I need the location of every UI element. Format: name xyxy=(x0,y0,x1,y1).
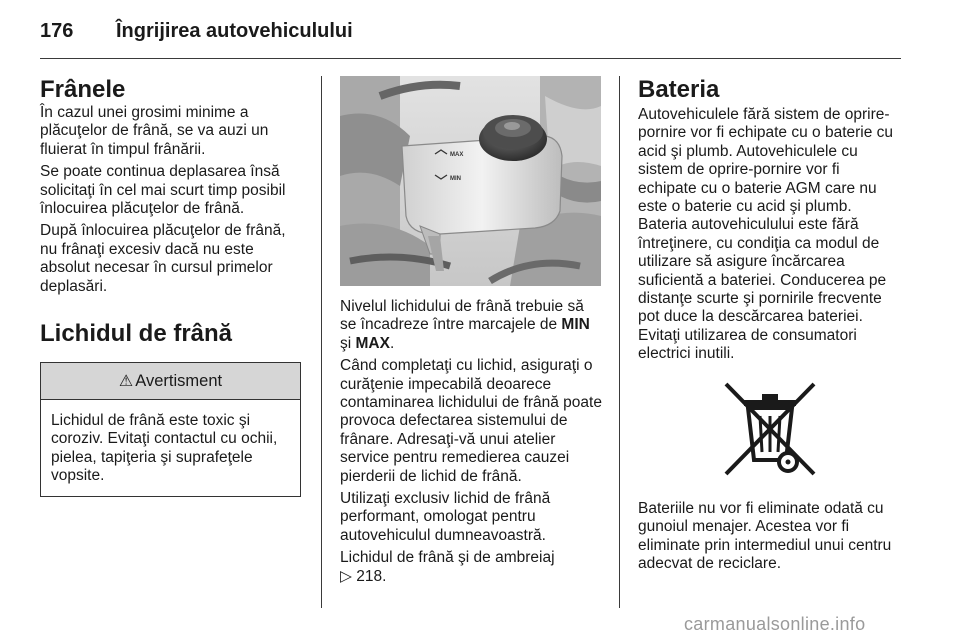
warning-body xyxy=(41,400,300,496)
fluid-spec-paragraph: Utilizaţi exclusiv lichid de frână performant, omologat pentru autovehiculul dumneavoastră. xyxy=(340,490,551,544)
fluid-level-text: Nivelul lichidului de frână trebuie să se încadreze între marcajele de xyxy=(340,298,584,334)
column-divider-2 xyxy=(619,76,620,608)
min-mark-label: MIN xyxy=(450,176,461,182)
battery-paragraph-1: Autovehiculele fără sistem de oprire-pornire vor fi echipate cu o baterie cu acid şi plumb. Autovehiculele cu sistem de oprire-pornire vor fi echipate cu o baterie AGM care nu este o baterie cu acid şi plumb. Bateria autovehiculului este fără întreţinere, cu condiţia ca modul de utilizare să asigure încărcarea suficientă a bateriei. Conducerea pe distanţe scurte şi pornirile frecvente pot duce la descărcarea bateriei. Evitaţi utilizarea de consumatori electrici inutili. xyxy=(638,106,894,363)
fluid-level-paragraph xyxy=(340,298,602,353)
max-mark-label: MAX xyxy=(450,152,464,158)
max-label: MAX xyxy=(355,334,390,352)
battery-paragraph-2: Bateriile nu vor fi eliminate odată cu gunoiul menajer. Acestea vor fi eliminate prin intermediul unui centru adecvat de reciclare. xyxy=(638,499,892,572)
section-heading-battery: Bateria xyxy=(638,76,720,103)
warning-header xyxy=(41,363,300,400)
header-rule xyxy=(40,58,901,59)
warning-box xyxy=(40,362,301,497)
section-heading-brake-fluid: Lichidul de frână xyxy=(40,320,233,348)
watermark: carmanualsonline.info xyxy=(684,614,866,634)
crossed-out-bin-icon xyxy=(718,378,822,482)
fluid-reference-text: Lichidul de frână şi de ambreiaj xyxy=(340,549,555,567)
brakes-paragraph-1: În cazul unei grosimi minime a plăcuţelor de frână, se va auzi un fluierat în timpul frânării. xyxy=(40,104,269,158)
fluid-level-period: . xyxy=(389,334,395,352)
fluid-level-conjunction: şi xyxy=(340,334,356,352)
page-number: 176 xyxy=(40,20,74,42)
fluid-reference-page[interactable]: 218. xyxy=(356,567,387,585)
brakes-paragraph-3: După înlocuirea plăcuţelor de frână, nu frânaţi excesiv dacă nu este absolut necesar în cursul primelor deplasări. xyxy=(40,222,286,295)
brakes-paragraph-2: Se poate continua deplasarea însă solicitaţi în cel mai scurt timp posibil înlocuirea plăcuţelor de frână. xyxy=(40,163,286,218)
column-brakes xyxy=(40,76,305,497)
column-battery xyxy=(638,76,902,577)
warning-text: Lichidul de frână este toxic şi coroziv. Evitaţi contactul cu ochii, pielea, tapiţeria şi suprafeţele vopsite. xyxy=(51,412,278,485)
column-brake-fluid xyxy=(340,76,602,590)
warning-triangle-icon: ⚠ xyxy=(118,373,134,391)
column-divider-1 xyxy=(321,76,322,608)
fluid-reference-paragraph xyxy=(340,549,602,586)
warning-title: Avertisment xyxy=(135,371,223,390)
topping-up-paragraph: Când completaţi cu lichid, asiguraţi o curăţenie impecabilă deoarece contaminarea lichidului de frână poate provoca defectarea sistemului de frânare. Adresaţi-vă unui atelier service pentru remedierea cauzei pierderii de lichid de frână. xyxy=(340,357,602,485)
min-label: MIN xyxy=(561,316,590,334)
arrow-ref-icon: ▷ xyxy=(340,567,352,585)
section-heading-brakes: Frânele xyxy=(40,76,126,103)
brake-fluid-reservoir-photo xyxy=(340,76,601,286)
chapter-title: Îngrijirea autovehiculului xyxy=(116,20,353,42)
